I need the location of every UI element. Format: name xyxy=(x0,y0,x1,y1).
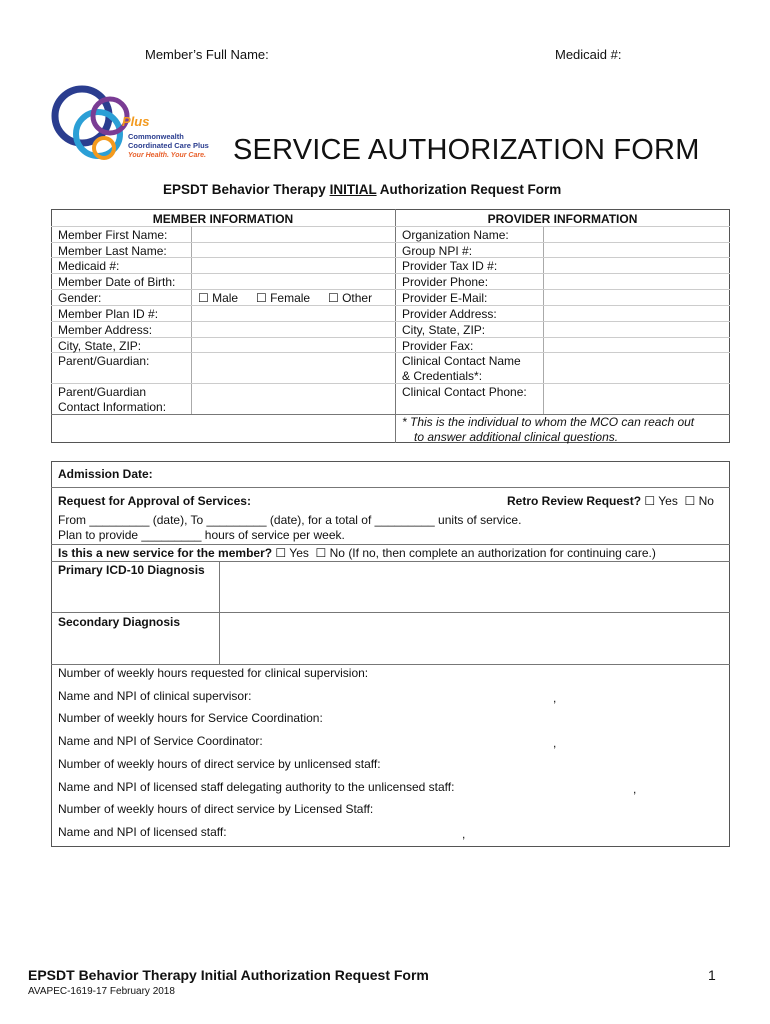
gender-label: Gender: xyxy=(58,291,102,305)
from-to-line: From _________ (date), To _________ (date), for a total of _________ units of service. xyxy=(58,513,522,527)
provider-phone-label: Provider Phone: xyxy=(402,275,489,289)
npi-delegating-staff: Name and NPI of licensed staff delegating authority to the unlicensed staff: xyxy=(58,780,455,794)
guardian-contact-label-1: Parent/Guardian xyxy=(58,385,147,399)
request-approval-label: Request for Approval of Services: xyxy=(58,494,251,508)
form-subtitle xyxy=(163,182,561,197)
npi-licensed-staff: Name and NPI of licensed staff: xyxy=(58,825,227,839)
new-service-label: Is this a new service for the member? xyxy=(58,546,273,560)
clinical-contact-label-2: & Credentials*: xyxy=(402,369,483,383)
npi-clinical-supervisor: Name and NPI of clinical supervisor: xyxy=(58,689,252,703)
retro-review-label: Retro Review Request? xyxy=(507,494,642,508)
gender-other-option[interactable]: ☐ Other xyxy=(328,291,373,305)
row-divider xyxy=(51,273,395,274)
retro-review xyxy=(507,494,714,508)
last-name-label: Member Last Name: xyxy=(58,244,167,258)
member-full-name-label: Member’s Full Name: xyxy=(145,47,269,62)
row-divider xyxy=(51,305,395,306)
hours-clinical-supervision: Number of weekly hours requested for clinical supervision: xyxy=(58,666,369,680)
new-no-option[interactable]: ☐ No (If no, then complete an authorization for continuing care.) xyxy=(315,546,656,560)
hours-licensed-staff: Number of weekly hours of direct service by Licensed Staff: xyxy=(58,802,374,816)
guardian-label: Parent/Guardian: xyxy=(58,354,150,368)
member-address-label: Member Address: xyxy=(58,323,153,337)
subtitle-post: Authorization Request Form xyxy=(376,182,562,197)
row-divider xyxy=(51,226,395,227)
footer-title: EPSDT Behavior Therapy Initial Authorization Request Form xyxy=(28,967,429,983)
row-divider xyxy=(395,321,730,322)
retro-no-option[interactable]: ☐ No xyxy=(684,494,714,508)
form-code: AVAPEC-1619-17 February 2018 xyxy=(28,986,175,997)
retro-no-label: No xyxy=(698,494,714,508)
member-heading: MEMBER INFORMATION xyxy=(152,212,294,226)
page-title: SERVICE AUTHORIZATION FORM xyxy=(233,134,700,166)
provider-note-2: to answer additional clinical questions. xyxy=(414,430,619,444)
secondary-diagnosis-label: Secondary Diagnosis xyxy=(58,615,181,629)
retro-yes-option[interactable]: ☐ Yes xyxy=(644,494,678,508)
hours-service-coordination: Number of weekly hours for Service Coordination: xyxy=(58,711,323,725)
row-divider xyxy=(51,321,395,322)
logo-plus: Plus xyxy=(122,114,150,129)
clinical-contact-label-1: Clinical Contact Name xyxy=(402,354,521,368)
gender-female-label: Female xyxy=(270,291,311,305)
dob-label: Member Date of Birth: xyxy=(58,275,176,289)
new-no-label: No (If no, then complete an authorization for continuing care.) xyxy=(329,546,656,560)
provider-fax-label: Provider Fax: xyxy=(402,339,474,353)
row-divider xyxy=(51,242,395,243)
admission-date-label: Admission Date: xyxy=(58,467,153,481)
group-npi-label: Group NPI #: xyxy=(402,244,473,258)
subtitle-emphasis: INITIAL xyxy=(329,182,377,197)
row-divider xyxy=(395,289,730,290)
logo-tagline: Your Health. Your Care. xyxy=(128,152,206,159)
primary-diagnosis-label: Primary ICD-10 Diagnosis xyxy=(58,563,205,577)
retro-yes-label: Yes xyxy=(658,494,678,508)
gender-other-label: Other xyxy=(342,291,373,305)
row-divider xyxy=(51,337,395,338)
plan-hours-line: Plan to provide _________ hours of service per week. xyxy=(58,528,345,542)
medicaid-label: Medicaid #: xyxy=(555,47,622,62)
gender-male-option[interactable]: ☐ Male xyxy=(198,291,239,305)
logo-name-2: Coordinated Care Plus xyxy=(128,141,209,150)
gender-female-option[interactable]: ☐ Female xyxy=(256,291,311,305)
npi-service-coordinator: Name and NPI of Service Coordinator: xyxy=(58,734,263,748)
row-divider xyxy=(395,226,730,227)
new-yes-label: Yes xyxy=(289,546,309,560)
provider-address-label: Provider Address: xyxy=(402,307,497,321)
comma-4: , xyxy=(462,827,466,841)
row-divider xyxy=(51,289,395,290)
comma-1: , xyxy=(553,691,557,705)
row-divider xyxy=(395,383,730,384)
provider-city-label: City, State, ZIP: xyxy=(402,323,486,337)
row-divider xyxy=(395,337,730,338)
tax-id-label: Provider Tax ID #: xyxy=(402,259,498,273)
provider-email-label: Provider E-Mail: xyxy=(402,291,488,305)
logo-name-1: Commonwealth xyxy=(128,132,184,141)
medicaid-field-label: Medicaid #: xyxy=(58,259,120,273)
new-yes-option[interactable]: ☐ Yes xyxy=(275,546,309,560)
first-name-label: Member First Name: xyxy=(58,228,168,242)
row-divider xyxy=(395,273,730,274)
guardian-contact-label-2: Contact Information: xyxy=(58,400,167,414)
page-number: 1 xyxy=(708,967,716,983)
comma-3: , xyxy=(633,782,637,796)
plan-id-label: Member Plan ID #: xyxy=(58,307,159,321)
member-city-label: City, State, ZIP: xyxy=(58,339,142,353)
subtitle-pre: EPSDT Behavior Therapy xyxy=(163,182,330,197)
row-divider xyxy=(395,305,730,306)
row-divider xyxy=(395,242,730,243)
row-divider xyxy=(51,383,395,384)
plan-logo xyxy=(48,76,228,168)
clinical-phone-label: Clinical Contact Phone: xyxy=(402,385,527,399)
provider-heading: PROVIDER INFORMATION xyxy=(487,212,638,226)
comma-2: , xyxy=(553,736,557,750)
new-service-question xyxy=(58,546,656,560)
gender-male-label: Male xyxy=(212,291,239,305)
hours-unlicensed-staff: Number of weekly hours of direct service by unlicensed staff: xyxy=(58,757,381,771)
provider-note-1: * This is the individual to whom the MCO can reach out xyxy=(402,415,695,429)
org-name-label: Organization Name: xyxy=(402,228,509,242)
